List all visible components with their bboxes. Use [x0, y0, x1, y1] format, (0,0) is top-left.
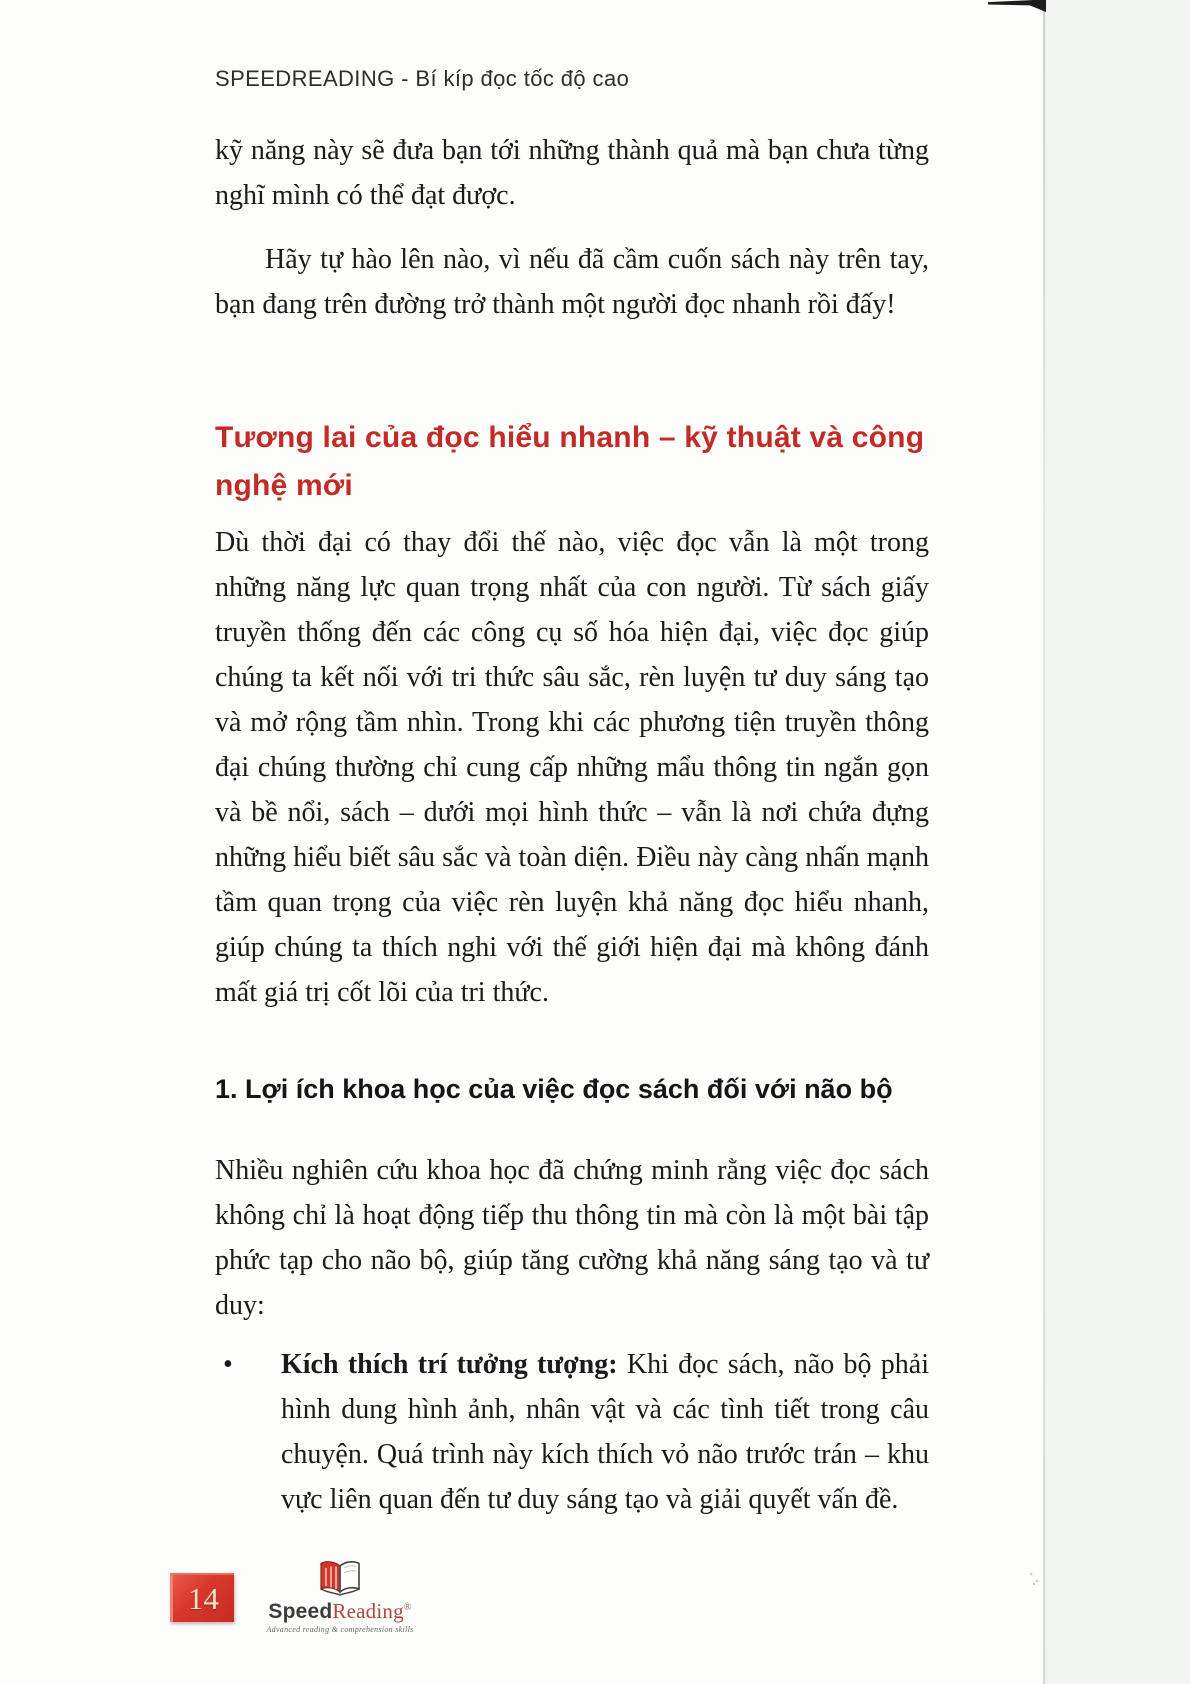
bullet-marker: •	[223, 1349, 233, 1380]
bullet-body	[281, 1342, 929, 1522]
page-corner-mark	[988, 0, 1046, 12]
registered-trademark-mark: ®	[403, 1602, 412, 1613]
brand-logo	[245, 1559, 435, 1634]
page-number-badge	[170, 1573, 234, 1622]
paragraph: Dù thời đại có thay đổi thế nào, việc đọc vẫn là một trong những năng lực quan trọng nhất của con người. Từ sách giấy truyền thống đến các công cụ số hóa hiện đại, việc đọc giúp chúng ta kết nối với tri thức sâu sắc, rèn luyện tư duy sáng tạo và mở rộng tầm nhìn. Trong khi các phương tiện truyền thông đại chúng thường chỉ cung cấp những mẩu thông tin ngắn gọn và bề nổi, sách – dưới mọi hình thức – vẫn là nơi chứa đựng những hiểu biết sâu sắc và toàn diện. Điều này càng nhấn mạnh tầm quan trọng của việc rèn luyện khả năng đọc hiểu nhanh, giúp chúng ta thích nghi với thế giới hiện đại mà không đánh mất giá trị cốt lõi của tri thức.	[215, 527, 929, 1008]
section-heading: Tương lai của đọc hiểu nhanh – kỹ thuật và công nghệ mới	[215, 421, 925, 502]
brand-word-speed: Speed	[268, 1600, 333, 1623]
brand-word-reading: Reading	[332, 1599, 404, 1623]
open-book-icon	[317, 1559, 363, 1597]
paragraph: Nhiều nghiên cứu khoa học đã chứng minh rằng việc đọc sách không chỉ là hoạt động tiếp thu thông tin mà còn là một bài tập phức tạp cho não bộ, giúp tăng cường khả năng sáng tạo và tư duy:	[215, 1155, 929, 1321]
brand-wordmark	[245, 1599, 435, 1624]
page-edge-line	[1043, 0, 1045, 1684]
bullet-text: Khi đọc sách, não bộ phải hình dung hình ảnh, nhân vật và các tình tiết trong câu chuyện. Quá trình này kích thích vỏ não trước trán – khu vực liên quan đến tư duy sáng tạo và giải quyết vấn đề.	[281, 1349, 929, 1515]
bullet-lead-text: Kích thích trí tưởng tượng:	[281, 1349, 618, 1380]
brand-tagline: Advanced reading & comprehension skills	[266, 1625, 414, 1634]
subsection-heading: 1. Lợi ích khoa học của việc đọc sách đối với não bộ	[215, 1074, 893, 1104]
bullet-list-item	[215, 1342, 929, 1522]
running-header: SPEEDREADING - Bí kíp đọc tốc độ cao	[215, 66, 630, 91]
paragraph: Hãy tự hào lên nào, vì nếu đã cầm cuốn sách này trên tay, bạn đang trên đường trở thành một người đọc nhanh rồi đấy!	[215, 244, 929, 320]
paragraph-continuation: kỹ năng này sẽ đưa bạn tới những thành quả mà bạn chưa từng nghĩ mình có thể đạt được.	[215, 135, 929, 211]
page-footer	[0, 1565, 1190, 1675]
scan-background-margin	[1043, 0, 1190, 1684]
page-number: 14	[188, 1580, 219, 1616]
